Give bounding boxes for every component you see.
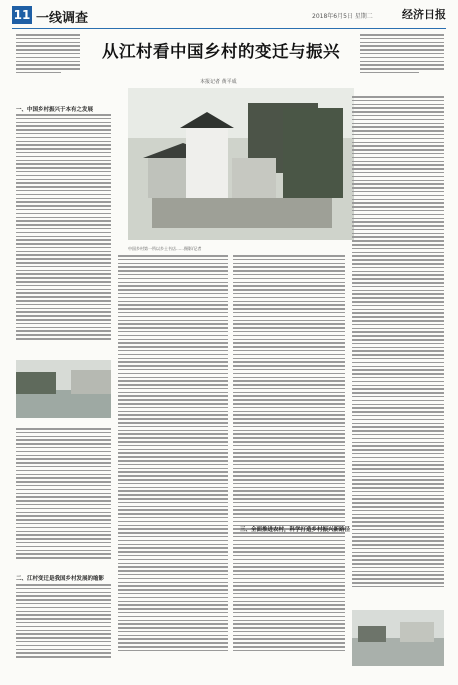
section-title: 一线调查 xyxy=(36,11,89,26)
middle-column-b xyxy=(233,255,345,670)
subhead-2: 二、江村变迁是我国乡村发展的缩影 xyxy=(16,576,105,582)
left-column-bottom xyxy=(16,584,111,672)
intro-column xyxy=(16,34,80,94)
right-column-body xyxy=(352,96,444,611)
subhead-1: 一、中国乡村振兴于本有之发展 xyxy=(16,107,94,113)
subhead-3: 三、全面推进农村，科学打造乡村振兴新路径 xyxy=(240,527,351,533)
main-photo-caption: 中国乡村第一所以乡土书店……摄影/记者 xyxy=(128,246,202,251)
bottom-photo xyxy=(352,610,444,666)
page-number: 11 xyxy=(13,8,31,22)
page-header xyxy=(12,6,446,29)
middle-column-a xyxy=(118,255,228,670)
masthead-logo: 经济日报 xyxy=(402,8,446,21)
article-byline: 本报记者 黄平成 xyxy=(200,79,237,85)
left-column-body xyxy=(16,114,111,354)
left-column-lower xyxy=(16,428,111,568)
main-photo xyxy=(128,88,354,240)
issue-date: 2018年6月5日 星期二 xyxy=(312,13,373,20)
river-photo xyxy=(16,360,111,418)
right-top-column xyxy=(360,34,444,94)
article-title: 从江村看中国乡村的变迁与振兴 xyxy=(102,42,340,61)
